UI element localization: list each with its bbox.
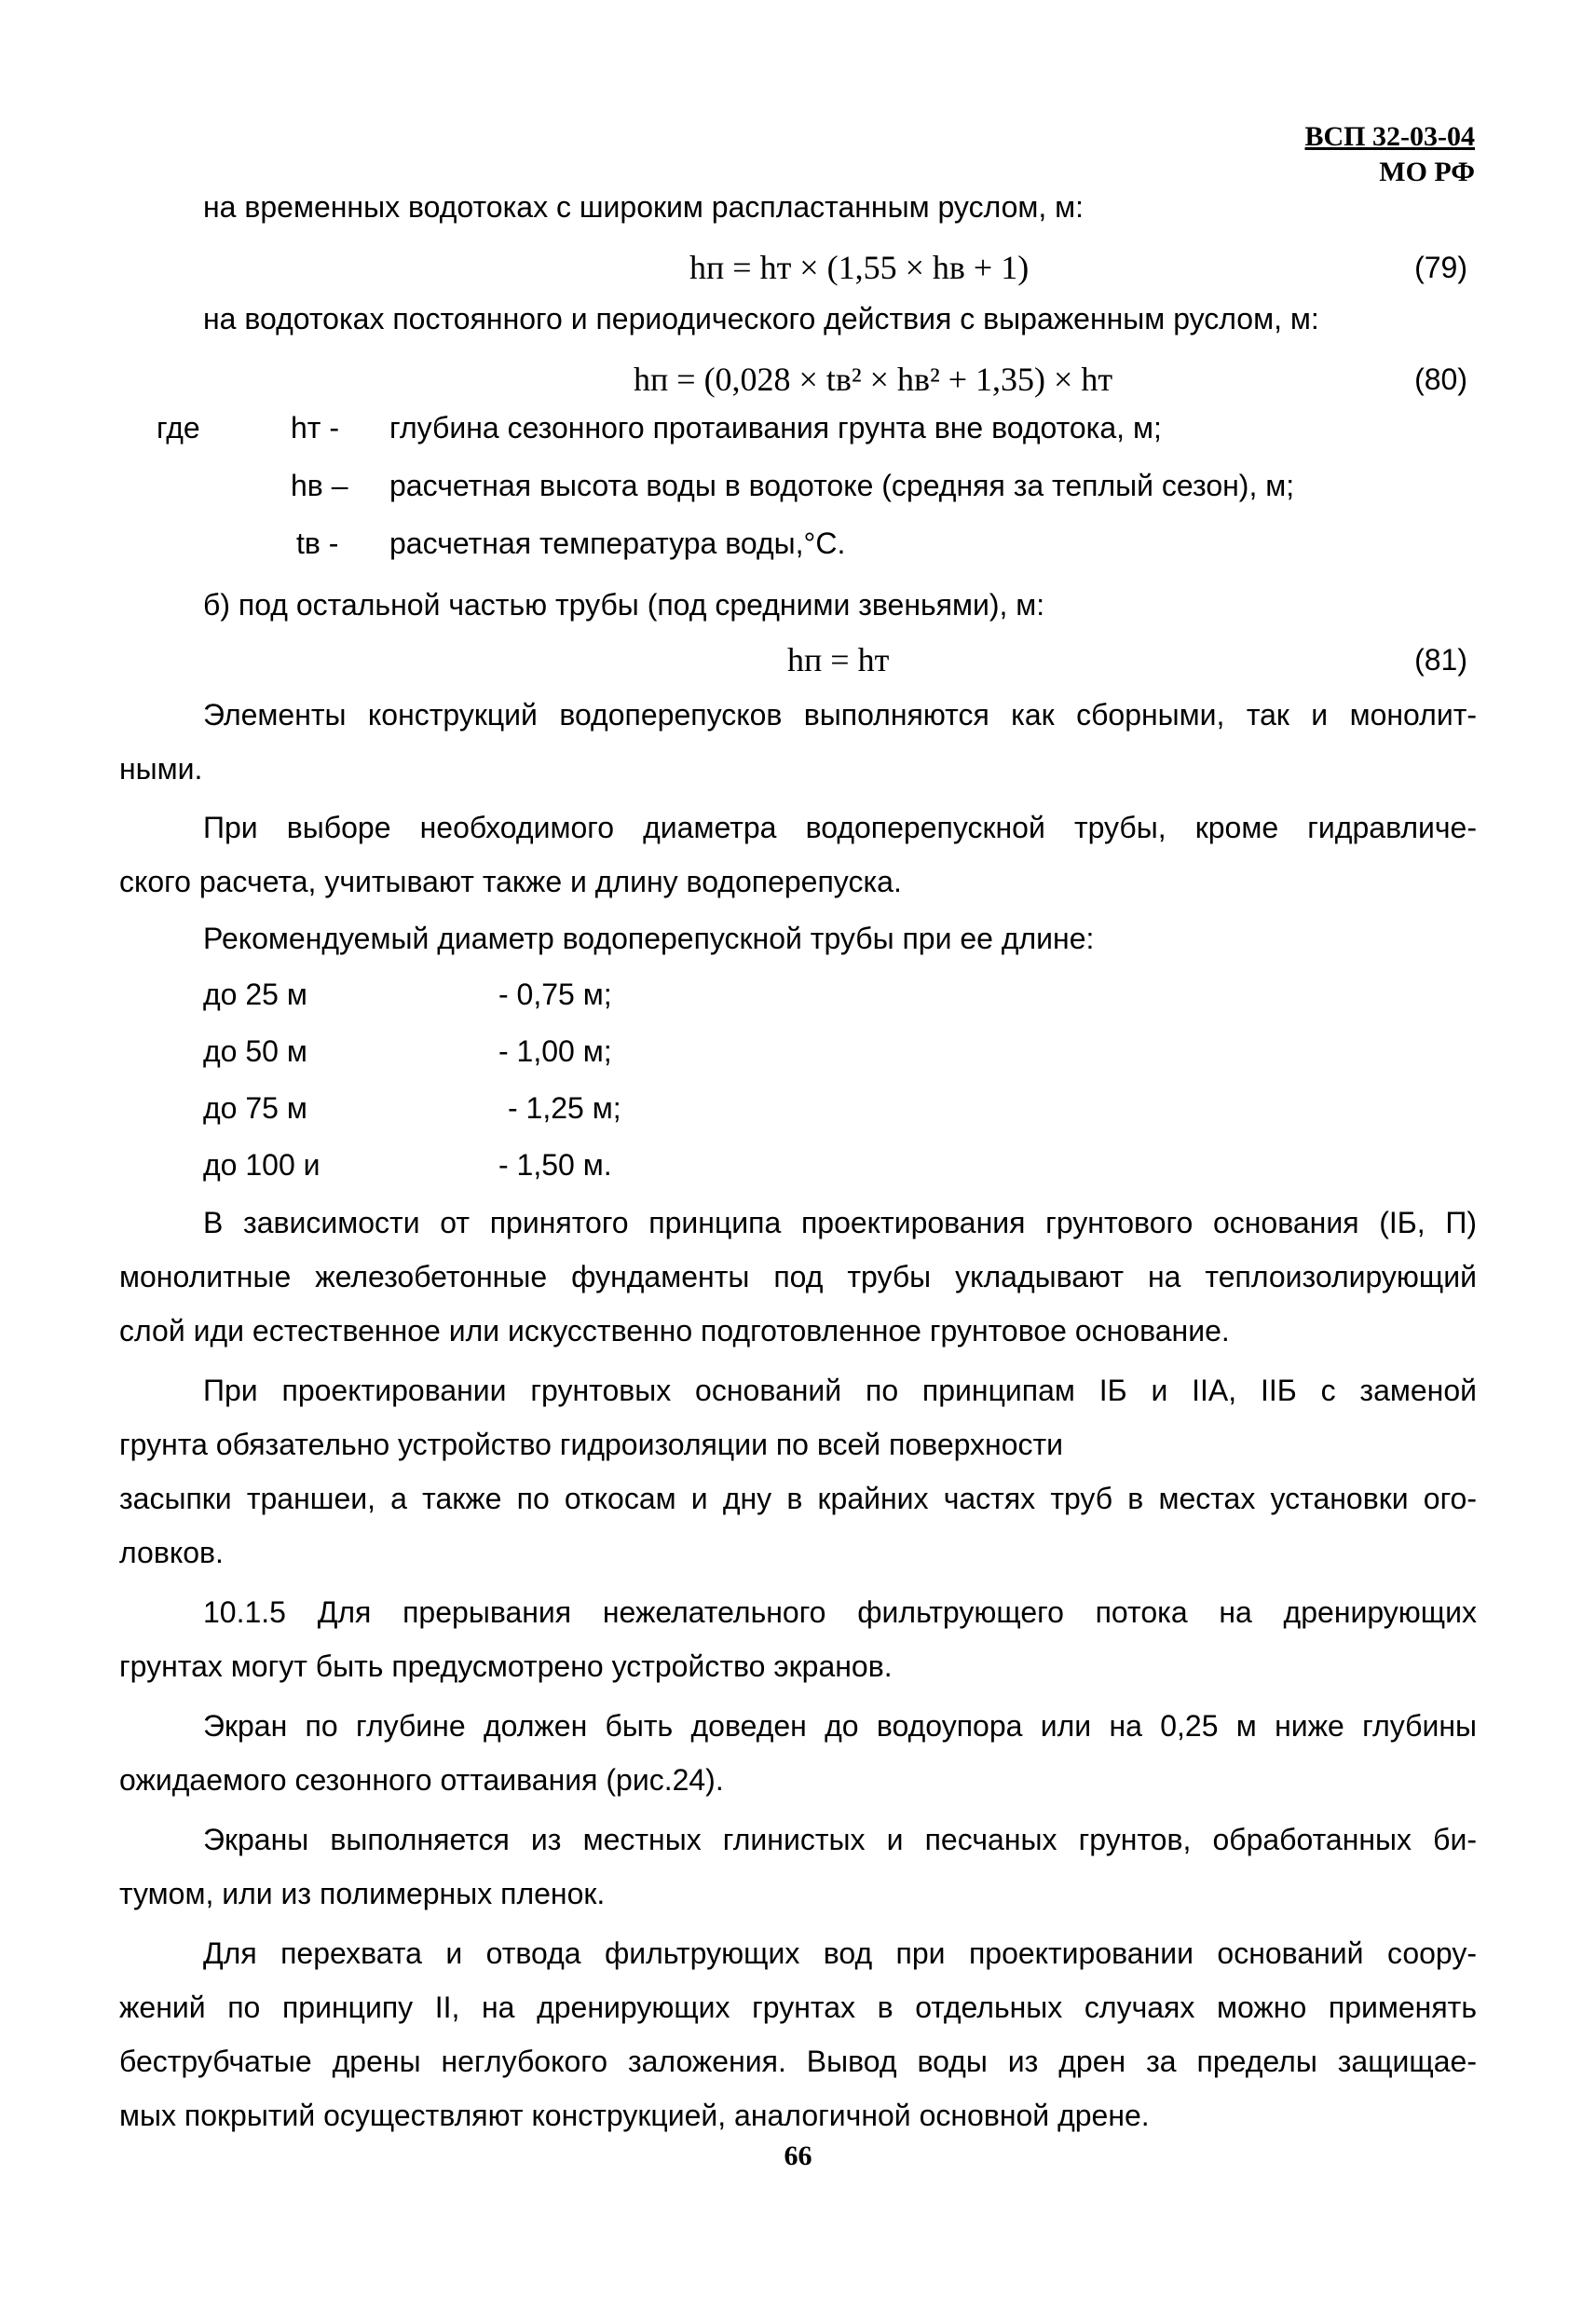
paragraph-line: При выборе необходимого диаметра водоперепускной трубы, кроме гидравличе-: [203, 811, 1477, 844]
page-number: 66: [784, 2141, 812, 2171]
diameter-value: - 1,50 м.: [498, 1148, 612, 1182]
paragraph-line: слой иди естественное или искусственно подготовленное грунтовое основание.: [119, 1314, 1230, 1348]
diameter-length: до 100 и: [203, 1148, 321, 1182]
paragraph-line: жений по принципу II, на дренирующих грунтах в отдельных случаях можно применять: [119, 1991, 1477, 2024]
paragraph-line: Экран по глубине должен быть доведен до водоупора или на 0,25 м ниже глубины: [203, 1709, 1477, 1743]
paragraph-line: ловков.: [119, 1536, 224, 1569]
equation-number-81: (81): [1414, 643, 1467, 677]
variable-symbol: hт -: [291, 411, 339, 445]
diameter-length: до 25 м: [203, 978, 307, 1011]
paragraph-line: Рекомендуемый диаметр водоперепускной трубы при ее длине:: [203, 922, 1095, 955]
formula-81: hп = hт: [787, 641, 890, 678]
paragraph-line: грунта обязательно устройство гидроизоляции по всей поверхности: [119, 1428, 1064, 1461]
variable-symbol: tв -: [296, 527, 339, 560]
diameter-length: до 50 м: [203, 1034, 307, 1068]
paragraph-line: ожидаемого сезонного оттаивания (рис.24).: [119, 1763, 724, 1797]
formula-79: hп = hт × (1,55 × hв + 1): [689, 249, 1030, 286]
diameter-value: - 1,25 м;: [508, 1091, 621, 1125]
variable-description: расчетная температура воды,°С.: [389, 527, 846, 560]
paragraph-line: мых покрытий осуществляют конструкцией, аналогичной основной дрене.: [119, 2099, 1150, 2132]
equation-number-80: (80): [1414, 363, 1467, 396]
paragraph-line: грунтах могут быть предусмотрено устройство экранов.: [119, 1649, 893, 1683]
document-org: МО РФ: [1379, 157, 1475, 187]
paragraph-line: ского расчета, учитывают также и длину водоперепуска.: [119, 865, 902, 898]
paragraph-line: Экраны выполняется из местных глинистых и песчаных грунтов, обработанных би-: [203, 1823, 1477, 1856]
paragraph-line: Для перехвата и отвода фильтрующих вод при проектировании оснований соору-: [203, 1936, 1477, 1970]
text-line: на временных водотоках с широким распластанным руслом, м:: [203, 190, 1084, 224]
where-label: где: [157, 411, 200, 445]
text-line: на водотоках постоянного и периодического действия с выраженным руслом, м:: [203, 302, 1319, 335]
equation-number-79: (79): [1414, 251, 1467, 284]
variable-symbol: hв –: [291, 469, 348, 502]
paragraph-line: тумом, или из полимерных пленок.: [119, 1877, 606, 1910]
paragraph-line: В зависимости от принятого принципа проектирования грунтового основания (IБ, П): [203, 1206, 1477, 1239]
diameter-value: - 1,00 м;: [498, 1034, 612, 1068]
variable-description: расчетная высота воды в водотоке (средняя за теплый сезон), м;: [389, 469, 1295, 502]
variable-description: глубина сезонного протаивания грунта вне водотока, м;: [389, 411, 1162, 445]
diameter-length: до 75 м: [203, 1091, 307, 1125]
paragraph-line: ными.: [119, 752, 203, 786]
paragraph-line: При проектировании грунтовых оснований по принципам IБ и IIА, IIБ с заменой: [203, 1374, 1477, 1407]
diameter-value: - 0,75 м;: [498, 978, 612, 1011]
document-code: ВСП 32-03-04: [1304, 121, 1475, 152]
paragraph-line: 10.1.5 Для прерывания нежелательного фильтрующего потока на дренирующих: [203, 1595, 1477, 1629]
document-header: [1270, 119, 1475, 190]
formula-80: hп = (0,028 × tв² × hв² + 1,35) × hт: [634, 361, 1113, 398]
paragraph-line: беструбчатые дрены неглубокого заложения. Вывод воды из дрен за пределы защищае-: [119, 2045, 1477, 2078]
paragraph-line: Элементы конструкций водоперепусков выполняются как сборными, так и монолит-: [203, 698, 1477, 732]
paragraph-line: монолитные железобетонные фундаменты под трубы укладывают на теплоизолирующий: [119, 1260, 1477, 1293]
text-line: б) под остальной частью трубы (под средними звеньями), м:: [203, 588, 1045, 622]
paragraph-line: засыпки траншеи, а также по откосам и дну в крайних частях труб в местах установки ого-: [119, 1482, 1477, 1515]
